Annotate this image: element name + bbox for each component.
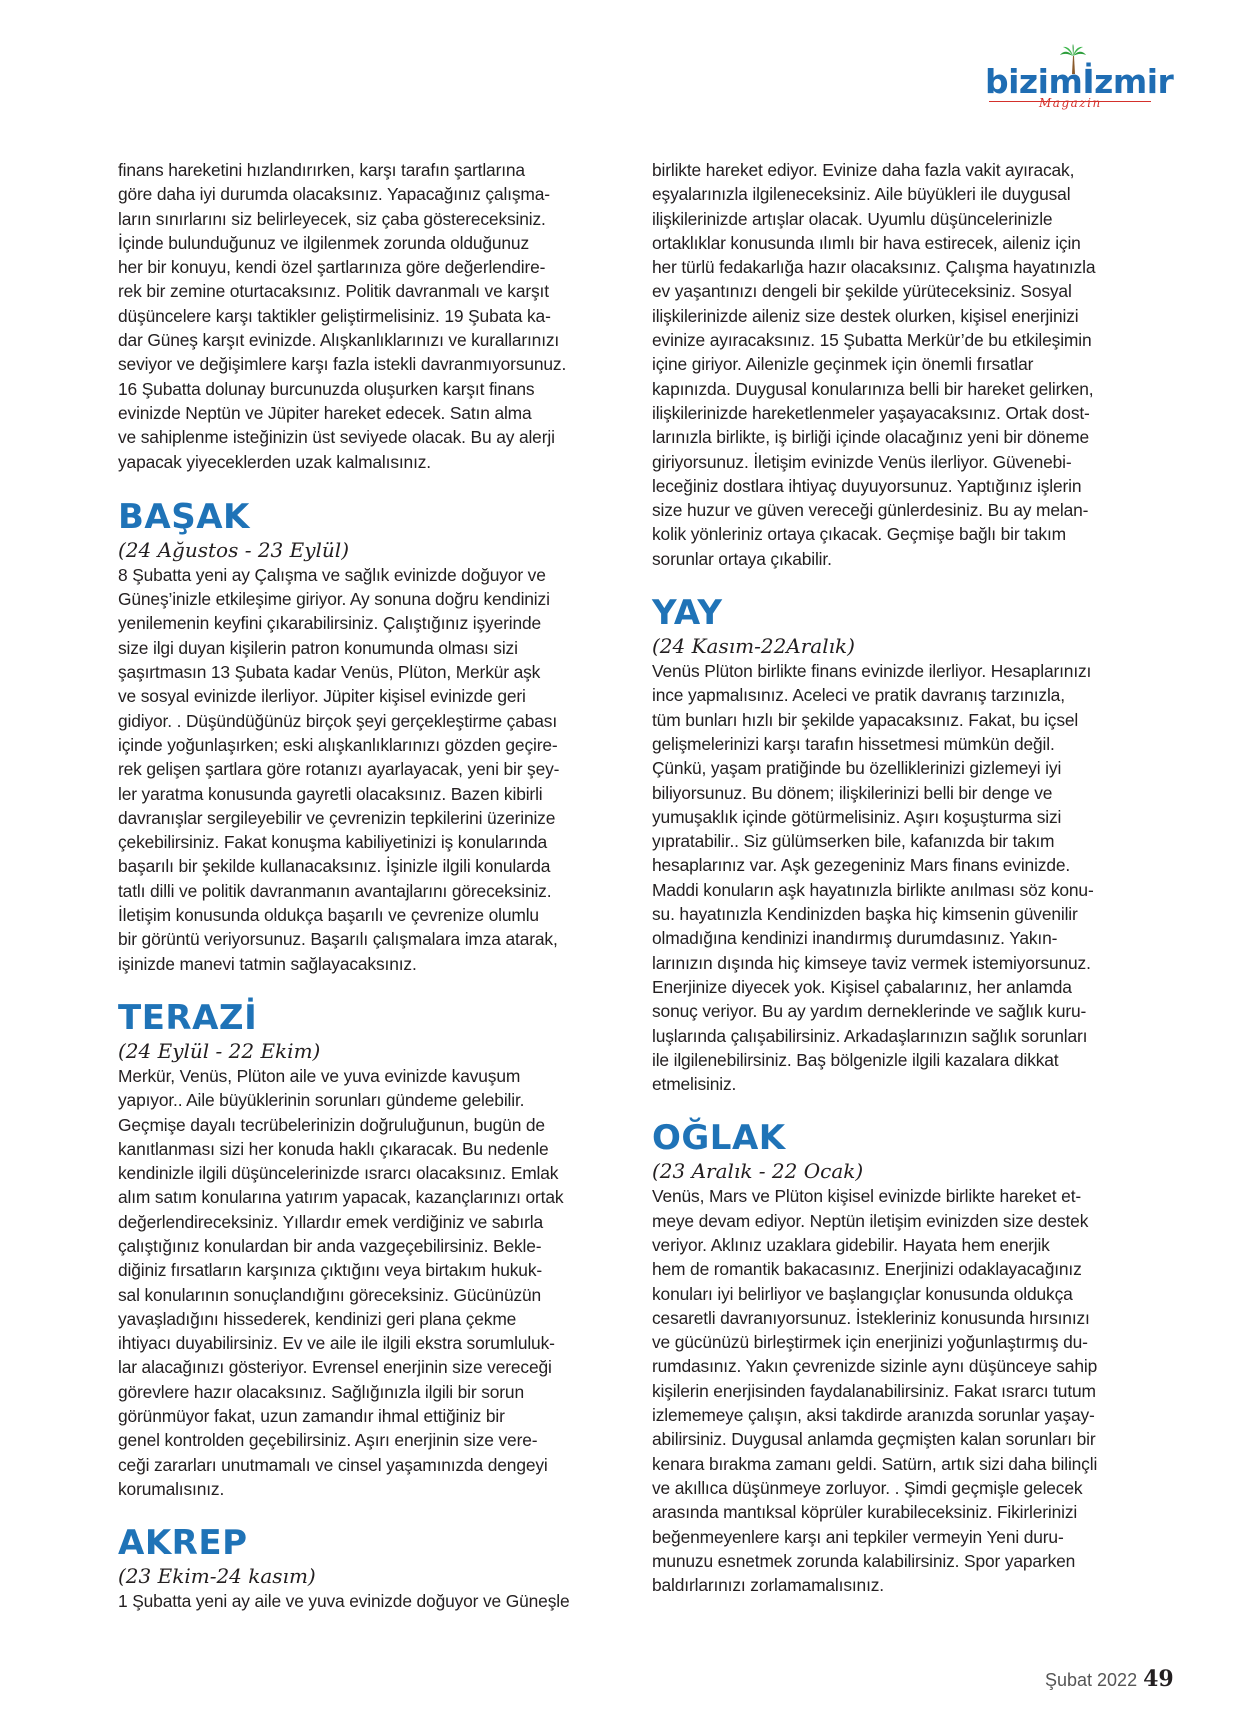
right-intro-text: birlikte hareket ediyor. Evinize daha fazla vakit ayıracak, eşyalarınızla ilgileneceksiniz. Aile büyükleri ile duygusal ilişkilerinizde artışlar olacak. Uyumlu düşüncelerinizle ortaklıklar konusunda ılımlı bir hava estirecek, aileniz için her türlü fedakarlığa hazır olacaksınız. Çalışma hayatınızla ev yaşantınızı dengeli bir şekilde yürüteceksiniz. Sosyal ilişkilerinizde aileniz size destek olurken, kişisel enerjinizi evinize ayıracaksınız. 15 Şubatta Merkür’de bu etkileşimin içine giriyor. Ailenizle geçinmek için önemli fırsatlar kapınızda. Duygusal konularınıza belli bir hareket gelirken, ilişkilerinizde hareketlenmeler yaşayacaksınız. Ortak dost- larınızla birlikte, iş birliği içinde olacağınız yeni bir döneme giriyorsunuz. İletişim evinizde Venüs ilerliyor. Güvenebi- leceğiniz dostlara ihtiyaç duyuyorsunuz. Yaptığınız işlerin size huzur ve güven vereceği günlerdesiniz. Bu ay melan- kolik yönleriniz ortaya çıkacak. Geçmişe bağlı bir takım sorunlar ortaya çıkabilir.	[652, 160, 1096, 569]
yay-heading: YAY	[652, 593, 723, 634]
logo-word-bizim: bizim	[985, 62, 1083, 101]
issue-date: Şubat 2022	[1045, 1670, 1138, 1690]
terazi-heading: TERAZİ	[118, 997, 258, 1038]
right-column	[652, 158, 1152, 1597]
basak-text: 8 Şubatta yeni ay Çalışma ve sağlık evinizde doğuyor ve Güneş’inizle etkileşime giriyor. Ay sonuna doğru kendinizi yenilemenin keyfini çıkarabilirsiniz. Çalıştığınız işyerinde size ilgi duyan kişilerin patron konumunda olması sizi şaşırtmasın 13 Şubata kadar Venüs, Plüton, Merkür aşk ve sosyal evinizde ilerliyor. Jüpiter kişisel evinizde geri gidiyor. . Düşündüğünüz birçok şeyi gerçekleştirme çabası içinde yoğunlaşırken; eski alışkanlıklarınızı gözden geçire- rek gelişen şartlara göre rotanızı ayarlayacak, yeni bir şey- ler yaratma konusunda gayretli olacaksınız. Bazen kibirli davranışlar sergileyebilir ve çevrenizin tepkilerini üzerinize çekebilirsiniz. Fakat konuşma kabiliyetinizi iş konularında başarılı bir şekilde kullanacaksınız. İşinizle ilgili konularda tatlı dilli ve politik davranmanın avantajlarını göreceksiniz. İletişim konusunda oldukça başarılı ve çevrenize olumlu bir görüntü veriyorsunuz. Başarılı çalışmalara imza atarak, işinizde manevi tatmin sağlayacaksınız.	[118, 564, 560, 974]
oglak-heading: OĞLAK	[652, 1118, 786, 1159]
page-number: 49	[1143, 1666, 1174, 1692]
page-footer	[1045, 1666, 1174, 1692]
yay-text: Venüs Plüton birlikte finans evinizde ilerliyor. Hesaplarınızı ince yapmalısınız. Aceleci ve pratik davranış tarzınızla, tüm bunları hızlı bir şekilde yapacaksınız. Fakat, bu içsel gelişmelerinizi karşı tarafın hissetmesi mümkün değil. Çünkü, yaşam pratiğinde bu özelliklerinizi gizlemeyi iyi biliyorsunuz. Bu dönem; ilişkilerinizi belli bir denge ve yumuşaklık içinde götürmelisiniz. Aşırı koşuşturma sizi yıpratabilir.. Siz gülümserken bile, kafanızda bir takım hesaplarınız var. Aşk gezegeniniz Mars finans evinizde. Maddi konuların aşk hayatınızla birlikte anılması söz konu- su. hayatınızla Kendinizden başka hiç kimsenin güvenilir olmadığına kendinizi inandırmış durumdasınız. Yakın- larınızın dışında hiç kimseye taviz vermek istemiyorsunuz. Enerjinize diyecek yok. Kişisel çabalarınız, her anlamda sonuç veriyor. Bu ay yardım derneklerinde ve sağlık kuru- luşlarında çalışabilirsiniz. Arkadaşlarınızın sağlık sorunları ile ilgilenebilirsiniz. Baş bölgenizle ilgili kazalara dikkat etmelisiniz.	[652, 661, 1094, 1095]
left-intro-text: finans hareketini hızlandırırken, karşı tarafın şartlarına göre daha iyi durumda olacaksınız. Yapacağınız çalışma- ların sınırlarını siz belirleyecek, siz çaba göstereceksiniz. İçinde bulunduğunuz ve ilgilenmek zorunda olduğunuz her bir konuyu, kendi özel şartlarınıza göre değerlendire- rek bir zemine oturtacaksınız. Politik davranmalı ve karşıt düşüncelere karşı taktikler geliştirmelisiniz. 19 Şubata ka- dar Güneş karşıt evinizde. Alışkanlıklarınızı ve kurallarınızı seviyor ve değişimlere karşı fazla istekli davranmıyorsunuz. 16 Şubatta dolunay burcunuzda oluşurken karşıt finans evinizde Neptün ve Jüpiter hareket edecek. Satın alma ve sahiplenme isteğinizin üst seviyede olacak. Bu ay alerji yapacak yiyeceklerden uzak kalmalısınız.	[118, 160, 567, 472]
basak-dates: (24 Ağustos - 23 Eylül)	[118, 537, 349, 562]
basak-heading: BAŞAK	[118, 496, 250, 537]
magazine-logo	[985, 58, 1174, 116]
terazi-dates: (24 Eylül - 22 Ekim)	[118, 1038, 321, 1063]
oglak-dates: (23 Aralık - 22 Ocak)	[652, 1159, 864, 1184]
akrep-heading: AKREP	[118, 1523, 248, 1564]
akrep-text: 1 Şubatta yeni ay aile ve yuva evinizde doğuyor ve Güneşle	[118, 1591, 570, 1612]
logo-word-izmir: İzmir	[1082, 62, 1174, 101]
oglak-text: Venüs, Mars ve Plüton kişisel evinizde birlikte hareket et- meye devam ediyor. Neptün iletişim evinizden size destek veriyor. Aklınız uzaklara gidebilir. Hayata hem enerjik hem de romantik bakacasınız. Enerjinizi odaklayacağınız konuları iyi belirliyor ve başlangıçlar konusunda oldukça cesaretli davranıyorsunuz. İstekleriniz konusunda hırsınızı ve gücünüzü birleştirmek için enerjinizi yoğunlaştırmış du- rumdasınız. Yakın çevrenizde sizinle aynı düşünceye sahip kişilerin enerjisinden faydalanabilirsiniz. Fakat ısrarcı tutum izlememeye çalışın, aksi takdirde aranızda sorunlar yaşay- abilirsiniz. Duygusal anlamda geçmişten kalan sorunları bir kenara bırakma zamanı geldi. Satürn, artık sizi daha bilinçli ve akıllıca düşünmeye zorluyor. . Şimdi geçmişle gelecek arasında mantıksal köprüler kurabileceksiniz. Fikirlerinizi beğenmeyenlere karşı ani tepkiler vermeyin Yeni duru- munuzu esnetmek zorunda kalabilirsiniz. Spor yaparken baldırlarınızı zorlamamalısınız.	[652, 1186, 1098, 1596]
akrep-dates: (23 Ekim-24 kasım)	[118, 1564, 316, 1589]
yay-dates: (24 Kasım-22Aralık)	[652, 634, 855, 659]
terazi-text: Merkür, Venüs, Plüton aile ve yuva evinizde kavuşum yapıyor.. Aile büyüklerinin sorunları gündeme gelebilir. Geçmişe dayalı tecrübelerinizin doğruluğunun, bugün de kanıtlanması sizi her konuda haklı çıkaracak. Bu nedenle kendinizle ilgili düşüncelerinizde ısrarcı olacaksınız. Emlak alım satım konularına yatırım yapacak, kazançlarınızı ortak değerlendireceksiniz. Yıllardır emek verdiğiniz ve sabırla çalıştığınız konulardan bir anda vazgeçebilirsiniz. Bekle- diğiniz fırsatların karşınıza çıktığını veya birtakım hukuk- sal konularının sonuçlandığını göreceksiniz. Gücünüzün yavaşladığını hissederek, kendinizi geri plana çekme ihtiyacı duyabilirsiniz. Ev ve aile ile ilgili ekstra sorumluluk- lar alacağınızı gösteriyor. Evrensel enerjinin size vereceği görevlere hazır olacaksınız. Sağlığınızla ilgili bir sorun görünmüyor fakat, uzun zamandır ihmal ettiğiniz bir genel kontrolden geçebilirsiniz. Aşırı enerjinin size vere- ceği zararları unutmamalı ve cinsel yaşamınızda dengeyi korumalısınız.	[118, 1065, 564, 1499]
left-column	[118, 158, 618, 1614]
logo-subtitle: Magazin	[1039, 96, 1102, 110]
